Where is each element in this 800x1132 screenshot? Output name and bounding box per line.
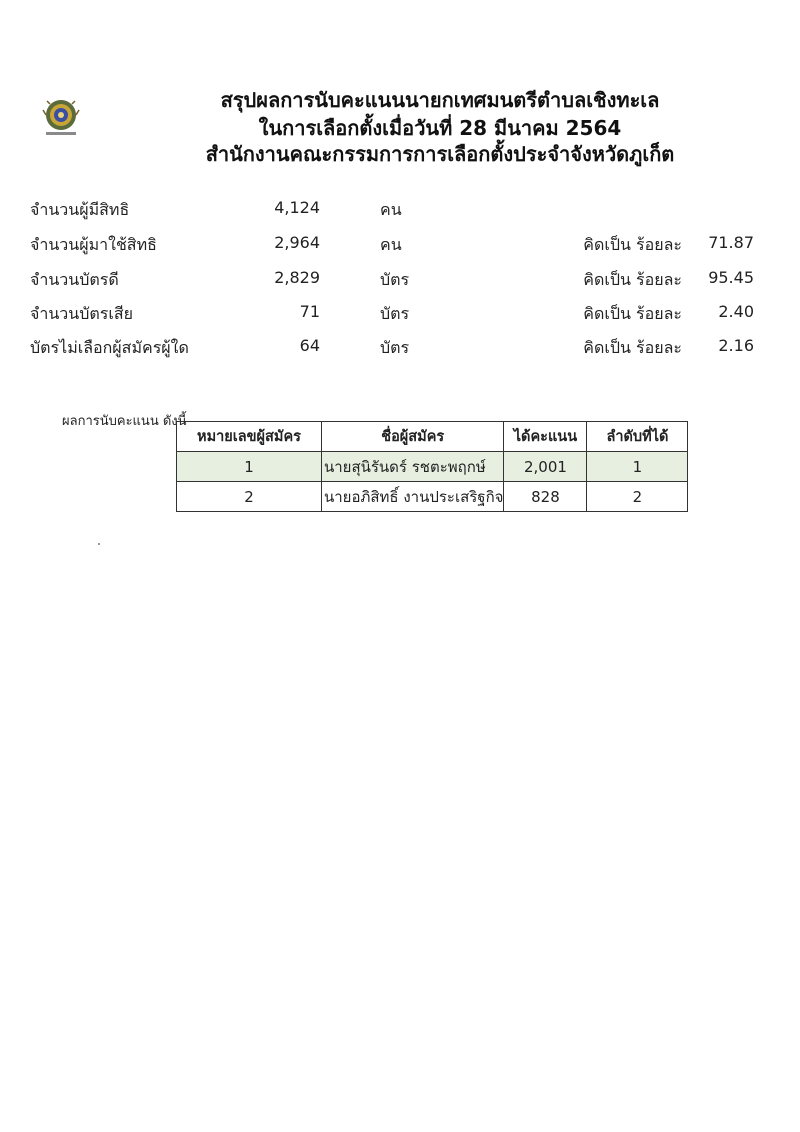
candidate-name: นายอภิสิทธิ์ งานประเสริฐกิจ [322,482,504,512]
stat-value: 2,964 [274,233,320,252]
document-title-line2: ในการเลือกตั้งเมื่อวันที่ 28 มีนาคม 2564 [258,116,622,140]
election-commission-seal-icon [40,96,82,138]
stat-label: จำนวนผู้มีสิทธิ [30,200,130,219]
stat-label: จำนวนบัตรดี [30,270,119,289]
stat-row-no-vote-ballots [0,336,800,366]
table-row [177,482,688,512]
document-title-line1: สรุปผลการนับคะแนนนายกเทศมนตรีตำบลเชิงทะเล [220,88,660,112]
candidate-number: 2 [177,482,322,512]
candidate-rank: 1 [587,452,688,482]
stat-row-turnout [0,233,800,263]
stat-unit: บัตร [380,304,410,323]
column-header-rank: ลำดับที่ได้ [587,422,688,452]
stat-label: จำนวนบัตรเสีย [30,304,133,323]
stat-percent-value: 2.40 [718,302,754,321]
stat-percent-value: 2.16 [718,336,754,355]
stat-unit: คน [380,200,402,219]
stat-percent-value: 95.45 [708,268,754,287]
stat-unit: บัตร [380,270,410,289]
stat-unit: บัตร [380,338,410,357]
candidate-number: 1 [177,452,322,482]
stat-percent-label: คิดเป็น ร้อยละ [583,338,682,357]
stat-row-valid-ballots [0,268,800,298]
table-row [177,452,688,482]
stat-unit: คน [380,235,402,254]
stat-value: 4,124 [274,198,320,217]
stat-percent-label: คิดเป็น ร้อยละ [583,235,682,254]
stat-value: 71 [299,302,320,321]
table-header-row [177,422,688,452]
document-title-line3: สำนักงานคณะกรรมการการเลือกตั้งประจำจังหวัดภูเก็ต [205,142,675,166]
stat-percent-value: 71.87 [708,233,754,252]
column-header-votes: ได้คะแนน [504,422,587,452]
candidate-name: นายสุนิรันดร์ รชตะพฤกษ์ [322,452,504,482]
stat-label: จำนวนผู้มาใช้สิทธิ [30,235,157,254]
stat-value: 2,829 [274,268,320,287]
column-header-candidate-name: ชื่อผู้สมัคร [322,422,504,452]
column-header-candidate-number: หมายเลขผู้สมัคร [177,422,322,452]
stat-percent-label: คิดเป็น ร้อยละ [583,304,682,323]
results-caption: ผลการนับคะแนน ดังนี้ [62,414,187,429]
stat-row-invalid-ballots [0,302,800,332]
scan-speck [98,543,100,545]
stat-row-eligible-voters [0,198,800,228]
candidate-votes: 828 [504,482,587,512]
stat-percent-label: คิดเป็น ร้อยละ [583,270,682,289]
candidate-votes: 2,001 [504,452,587,482]
stat-label: บัตรไม่เลือกผู้สมัครผู้ใด [30,338,189,357]
stat-value: 64 [299,336,320,355]
results-table [176,421,688,512]
candidate-rank: 2 [587,482,688,512]
